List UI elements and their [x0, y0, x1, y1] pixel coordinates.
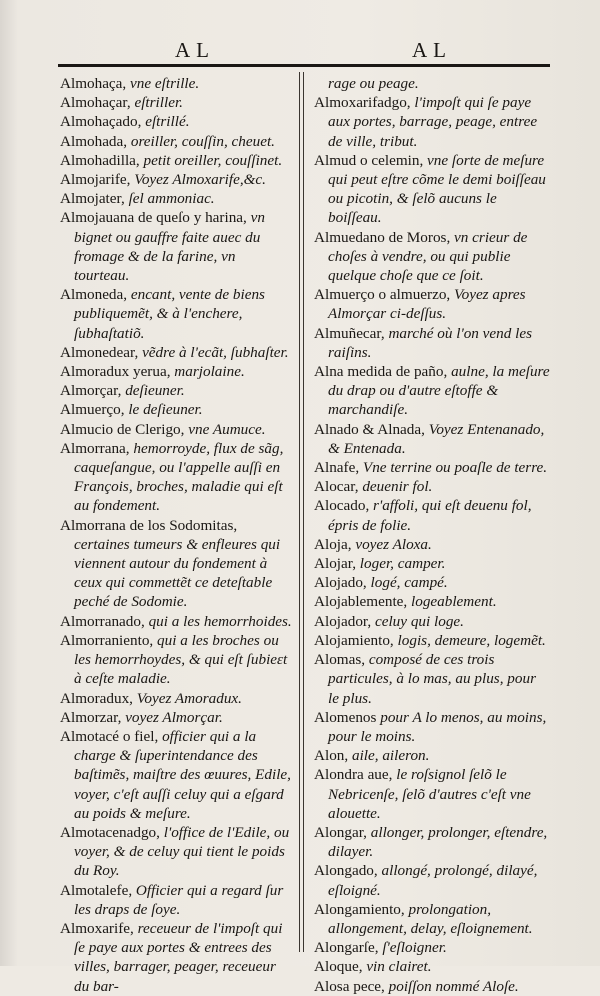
dictionary-entry	[60, 74, 292, 93]
dictionary-entry	[60, 823, 292, 881]
entry-headword: Almorçar,	[60, 382, 122, 400]
header-rule	[58, 64, 550, 67]
dictionary-entry	[60, 919, 292, 996]
dictionary-entry	[314, 535, 550, 554]
dictionary-entry	[314, 554, 550, 573]
dictionary-entry	[60, 151, 292, 170]
entry-headword: Alna medida de paño,	[314, 363, 448, 381]
dictionary-entry	[60, 362, 292, 381]
dictionary-entry	[314, 746, 550, 765]
entry-definition: le deſieuner.	[128, 401, 203, 419]
entry-headword: Alongarſe,	[314, 939, 379, 957]
entry-definition: l'impoſt qui ſe paye aux portes, barrage, peage, entree de ville, tribut.	[328, 94, 538, 150]
entry-headword: Alosa pece,	[314, 977, 385, 995]
dictionary-entry	[314, 228, 550, 286]
right-column	[314, 74, 550, 996]
entry-definition: ſ'eſloigner.	[382, 939, 447, 957]
entry-definition: qui a les hemorrhoides.	[148, 612, 292, 630]
entry-definition: r'affoli, qui eſt deuenu fol, épris de folie.	[328, 497, 532, 534]
entry-definition: poiſſon nommé Aloſe.	[388, 977, 519, 995]
dictionary-entry	[314, 612, 550, 631]
entry-definition: logé, campé.	[370, 574, 448, 592]
entry-definition: vn bignet ou gauffre faite auec du fromage & de la farine, vn tourteau.	[74, 209, 265, 285]
entry-headword: Almoradux,	[60, 689, 133, 707]
entry-headword: Alongamiento,	[314, 900, 405, 918]
entry-headword: Alnafe,	[314, 459, 360, 477]
dictionary-entry	[60, 285, 292, 343]
entry-definition: vne ſorte de meſure qui peut eſtre cõme le demi boiſſeau ou picotin, & ſelõ aucuns le boiſſeau.	[328, 151, 546, 227]
entry-definition: hemorroyde, flux de sãg, caqueſangue, ou l'appelle auſſi en François, broches, maladie qui eſt au fondement.	[74, 439, 284, 515]
dictionary-entry	[314, 592, 550, 611]
entry-definition: logeablement.	[411, 593, 497, 611]
entry-definition: rage ou peage.	[328, 75, 419, 92]
entry-headword: Almohaça,	[60, 75, 127, 92]
dictionary-entry	[314, 861, 550, 899]
entry-headword: Alomas,	[314, 651, 366, 669]
entry-definition: Officier qui a regard ſur les draps de ſoye.	[74, 881, 284, 918]
dictionary-entry	[314, 93, 550, 151]
entry-headword: Almorzar,	[60, 708, 122, 726]
entry-headword: Aloque,	[314, 958, 363, 976]
entry-headword: Almojater,	[60, 190, 125, 208]
entry-definition: encant, vente de biens publiquemẽt, & à l'enchere, ſubhaſtatiõ.	[74, 286, 265, 342]
dictionary-entry	[60, 708, 292, 727]
dictionary-entry	[314, 420, 550, 458]
dictionary-entry	[60, 208, 292, 285]
entry-headword: Almuerço,	[60, 401, 125, 419]
dictionary-entry	[314, 477, 550, 496]
left-column	[60, 74, 292, 996]
dictionary-entry	[60, 727, 292, 823]
entry-definition: voyez Aloxa.	[355, 535, 432, 553]
entry-headword: Alongar,	[314, 823, 367, 841]
entry-headword: Almohada,	[60, 132, 128, 150]
entry-definition: voyez Almorçar.	[125, 708, 223, 726]
entry-headword: Almoradux yerua,	[60, 363, 171, 381]
dictionary-entry	[60, 631, 292, 689]
entry-definition: prolongation, allongement, delay, eſloignement.	[328, 900, 533, 937]
dictionary-entry	[60, 400, 292, 419]
dictionary-entry	[60, 132, 292, 151]
entry-headword: Almojarife,	[60, 171, 131, 189]
entry-headword: Almuñecar,	[314, 324, 385, 342]
entry-definition: composé de ces trois particules, à lo mas, au plus, pour le plus.	[328, 651, 536, 707]
dictionary-entry	[314, 708, 550, 746]
entry-headword: Almuerço o almuerzo,	[314, 286, 451, 304]
dictionary-entry	[60, 612, 292, 631]
entry-definition: ſel ammoniac.	[128, 190, 215, 208]
entry-headword: Almojauana de queſo y harina,	[60, 209, 247, 227]
entry-definition: logis, demeure, logemẽt.	[397, 631, 546, 649]
column-divider	[303, 72, 304, 952]
entry-headword: Alomenos	[314, 708, 377, 726]
dictionary-entry	[314, 324, 550, 362]
dictionary-entry	[60, 112, 292, 131]
entry-headword: Almorrana de los Sodomitas,	[60, 516, 238, 534]
entry-definition: Voyez apres Almorçar ci-deſſus.	[328, 286, 526, 323]
dictionary-entry	[314, 650, 550, 708]
dictionary-entry	[60, 439, 292, 516]
entry-headword: Almohaçado,	[60, 113, 142, 131]
entry-definition: certaines tumeurs & enfleures qui viennent autour du fondement à ceux qui commettẽt ce deteſtable peché de Sodomie.	[74, 535, 281, 611]
entry-headword: Almohaçar,	[60, 94, 131, 112]
dictionary-entry	[314, 74, 550, 93]
column-divider	[299, 72, 300, 952]
entry-headword: Alojablemente,	[314, 593, 408, 611]
entry-headword: Almoxarifadgo,	[314, 94, 411, 112]
entry-headword: Almuedano de Moros,	[314, 228, 451, 246]
entry-definition: deuenir fol.	[362, 478, 433, 496]
dictionary-entry	[60, 343, 292, 362]
entry-headword: Almotacenadgo,	[60, 823, 160, 841]
entry-headword: Almotalefe,	[60, 881, 133, 899]
entry-definition: Voyez Almoxarife,&c.	[134, 171, 266, 189]
dictionary-entry	[60, 516, 292, 612]
entry-headword: Almorranado,	[60, 612, 145, 630]
entry-definition: loger, camper.	[359, 555, 446, 573]
entry-definition: petit oreiller, couſſinet.	[143, 151, 283, 169]
entry-definition: pour A lo menos, au moins, pour le moins.	[328, 708, 547, 745]
entry-definition: Vne terrine ou poaſle de terre.	[362, 459, 548, 477]
entry-headword: Almucio de Clerigo,	[60, 420, 185, 438]
dictionary-entry	[314, 285, 550, 323]
entry-definition: oreiller, couſſin, cheuet.	[130, 132, 275, 150]
dictionary-entry	[314, 631, 550, 650]
entry-definition: vin clairet.	[366, 958, 432, 976]
entry-definition: officier qui a la charge & ſuperintendance des baſtimẽs, maiſtre des œuures, Edile, voyer, c'eſt auſſi celuy qui a eſgard au poids & meſure.	[74, 727, 291, 822]
entry-definition: marjolaine.	[174, 363, 245, 381]
dictionary-entry	[60, 881, 292, 919]
entry-headword: Almoxarife,	[60, 919, 134, 937]
entry-definition: celuy qui loge.	[374, 612, 464, 630]
entry-definition: qui a les broches ou les hemorrhoydes, & qui eſt ſubieɛt à ceſte maladie.	[74, 631, 288, 688]
header-right: AL	[412, 38, 452, 62]
dictionary-entry	[314, 362, 550, 420]
dictionary-entry	[314, 151, 550, 228]
dictionary-entry	[60, 381, 292, 400]
entry-headword: Almorrana,	[60, 439, 130, 457]
dictionary-entry	[60, 93, 292, 112]
dictionary-entry	[60, 689, 292, 708]
entry-definition: aile, aileron.	[351, 747, 430, 765]
entry-headword: Alojar,	[314, 555, 356, 573]
entry-definition: Voyez Amoradux.	[136, 689, 242, 707]
entry-headword: Alojado,	[314, 574, 367, 592]
entry-headword: Almohadilla,	[60, 151, 140, 169]
dictionary-entry	[314, 938, 550, 957]
entry-definition: vn crieur de choſes à vendre, ou qui publie quelque choſe que ce ſoit.	[328, 228, 528, 285]
entry-headword: Almud o celemin,	[314, 151, 424, 169]
entry-headword: Alongado,	[314, 862, 378, 880]
entry-definition: vẽdre à l'ecãt, ſubhaſter.	[142, 343, 289, 361]
entry-headword: Almonedear,	[60, 343, 139, 361]
dictionary-entry	[314, 977, 550, 996]
entry-headword: Aloja,	[314, 535, 352, 553]
entry-definition: allongé, prolongé, dilayé, eſloigné.	[328, 862, 538, 899]
dictionary-entry	[60, 189, 292, 208]
entry-definition: deſieuner.	[125, 382, 185, 400]
dictionary-entry	[314, 573, 550, 592]
entry-headword: Alocar,	[314, 478, 359, 496]
entry-headword: Alojador,	[314, 612, 372, 630]
entry-headword: Almotacé o fiel,	[60, 727, 159, 745]
dictionary-entry	[314, 765, 550, 823]
entry-headword: Alon,	[314, 747, 349, 765]
dictionary-entry	[314, 458, 550, 477]
entry-headword: Alondra aue,	[314, 766, 393, 784]
dictionary-entry	[60, 170, 292, 189]
entry-definition: marché où l'on vend les raiſins.	[328, 324, 533, 361]
dictionary-entry	[314, 823, 550, 861]
entry-headword: Almoneda,	[60, 286, 128, 304]
entry-definition: le roſsignol ſelõ le Nebricenſe, ſelõ d'autres c'eſt vne alouette.	[328, 766, 531, 822]
entry-headword: Alocado,	[314, 497, 370, 515]
entry-definition: eſtrillé.	[145, 113, 190, 131]
entry-definition: vne eſtrille.	[130, 75, 200, 92]
entry-headword: Alojamiento,	[314, 631, 394, 649]
entry-definition: l'office de l'Edile, ou voyer, & de celuy qui tient le poids du Roy.	[74, 823, 290, 880]
header-left: AL	[175, 38, 215, 62]
entry-definition: receueur de l'impoſt qui ſe paye aux portes & entrees des villes, barrager, peager, receueur du bar-	[74, 919, 283, 995]
entry-definition: eſtriller.	[134, 94, 183, 112]
entry-definition: aulne, la meſure du drap ou d'autre eſtoffe & marchandiſe.	[328, 363, 550, 419]
dictionary-entry	[314, 957, 550, 976]
dictionary-entry	[60, 420, 292, 439]
dictionary-entry	[314, 900, 550, 938]
entry-definition: allonger, prolonger, eſtendre, dilayer.	[328, 823, 548, 861]
dictionary-entry	[314, 496, 550, 534]
entry-definition: vne Aumuce.	[188, 420, 266, 438]
entry-headword: Alnado & Alnada,	[314, 420, 425, 438]
entry-definition: Voyez Entenanado, & Entenada.	[328, 420, 545, 457]
entry-headword: Almorraniento,	[60, 631, 154, 649]
